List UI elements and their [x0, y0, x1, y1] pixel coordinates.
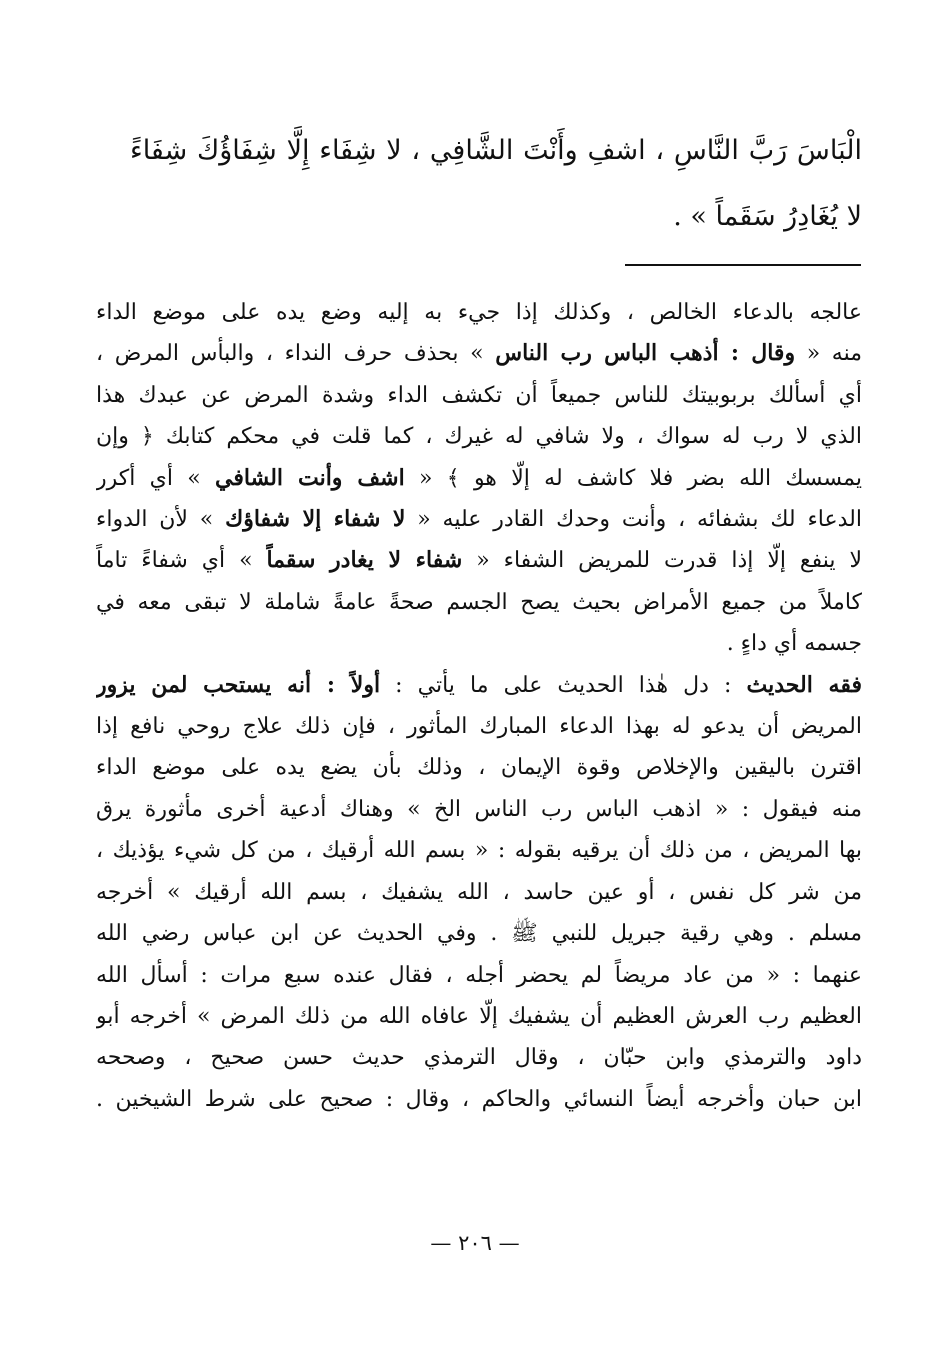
commentary-line: الذي لا رب له سواك ، ولا شافي له غيرك ، كما قلت في محكم كتابك ﴿ وإن	[96, 424, 862, 450]
commentary-line: الدعاء لك بشفائه ، وأنت وحدك القادر عليه « لا شفاء إلا شفاؤك » لأن الدواء	[96, 506, 862, 533]
commentary-line: كاملاً من جميع الأمراض بحيث يصح الجسم صحةً عامةً شاملة لا تبقى معه في	[96, 589, 862, 615]
commentary-line: عنهما : « من عاد مريضاً لم يحضر أجله ، فقال عنده سبع مرات : أسأل الله	[96, 962, 862, 988]
bold-phrase: شفاء لا يغادر سقماً	[266, 547, 463, 574]
commentary-line: منه فيقول : « اذهب الباس رب الناس الخ » وهناك أدعية أخرى مأثورة يرق	[96, 796, 862, 822]
commentary-line: جسمه أي داءٍ .	[726, 631, 862, 657]
commentary-line: اقترن باليقين والإخلاص وقوة الإيمان ، وذلك بأن يضع يده على موضع الداء	[96, 755, 862, 781]
commentary-line: بها المريض ، من ذلك أن يرقيه بقوله : « بسم الله أرقيك ، من كل شيء يؤذيك ،	[96, 838, 862, 864]
bold-phrase: أولاً : أنه يستحب لمن يزور	[96, 671, 381, 698]
commentary-line: العظيم رب العرش العظيم أن يشفيك إلّا عافاه الله من ذلك المرض » أخرجه أبو	[96, 1003, 862, 1029]
commentary-line: فقه الحديث : دل هٰذا الحديث على ما يأتي : أولاً : أنه يستحب لمن يزور	[96, 671, 862, 698]
commentary-line: مسلم . وهي رقية جبريل للنبي ﷺ . وفي الحديث عن ابن عباس رضي الله	[96, 921, 862, 947]
hadith-line: لا يُغَادِرُ سَقَماً » .	[673, 201, 862, 232]
page-number: — ٢٠٦ —	[430, 1231, 520, 1255]
commentary-line: المريض أن يدعو له بهذا الدعاء المبارك المأثور ، فإن ذلك علاج روحي نافع إذا	[96, 714, 862, 740]
commentary-line: أي أسألك بربوبيتك للناس جميعاً أن تكشف الداء وشدة المرض عن عبدك هذا	[96, 382, 862, 408]
commentary-line: ابن حبان وأخرجه أيضاً النسائي والحاكم ، وقال : صحيح على شرط الشيخين .	[96, 1086, 862, 1112]
bold-phrase: وقال : أذهب الباس رب الناس	[495, 340, 796, 367]
commentary-block	[96, 292, 862, 1120]
commentary-line: من شر كل نفس ، أو عين حاسد ، الله يشفيك ، بسم الله أرقيك » أخرجه	[96, 879, 862, 905]
hadith-text-block	[130, 118, 862, 250]
commentary-line: عالجه بالدعاء الخالص ، وكذلك إذا جيء به إليه وضع يده على موضع الداء	[96, 300, 862, 325]
commentary-line: لا ينفع إلّا إذا قدرت للمريض الشفاء « شفاء لا يغادر سقماً » أي شفاءً تاماً	[96, 547, 862, 574]
commentary-line: داود والترمذي وابن حبّان ، وقال الترمذي حديث حسن صحيح ، وصححه	[96, 1045, 862, 1071]
footnote-separator	[625, 264, 861, 266]
commentary-line: يمسسك الله بضر فلا كاشف له إلّا هو ﴾ « اشف وأنت الشافي » أي أكرر	[96, 464, 862, 491]
commentary-line: منه « وقال : أذهب الباس رب الناس » بحذف حرف النداء ، والبأس المرض ،	[96, 340, 862, 367]
hadith-line: الْبَاسَ رَبَّ النَّاسِ ، اشفِ وأَنْتَ الشَّافِي ، لا شِفَاء إِلَّا شِفَاؤُكَ شِفَاءً	[130, 135, 862, 166]
section-heading: فقه الحديث	[746, 671, 862, 698]
bold-phrase: اشف وأنت الشافي	[215, 464, 405, 491]
bold-phrase: لا شفاء إلا شفاؤك	[225, 506, 406, 533]
